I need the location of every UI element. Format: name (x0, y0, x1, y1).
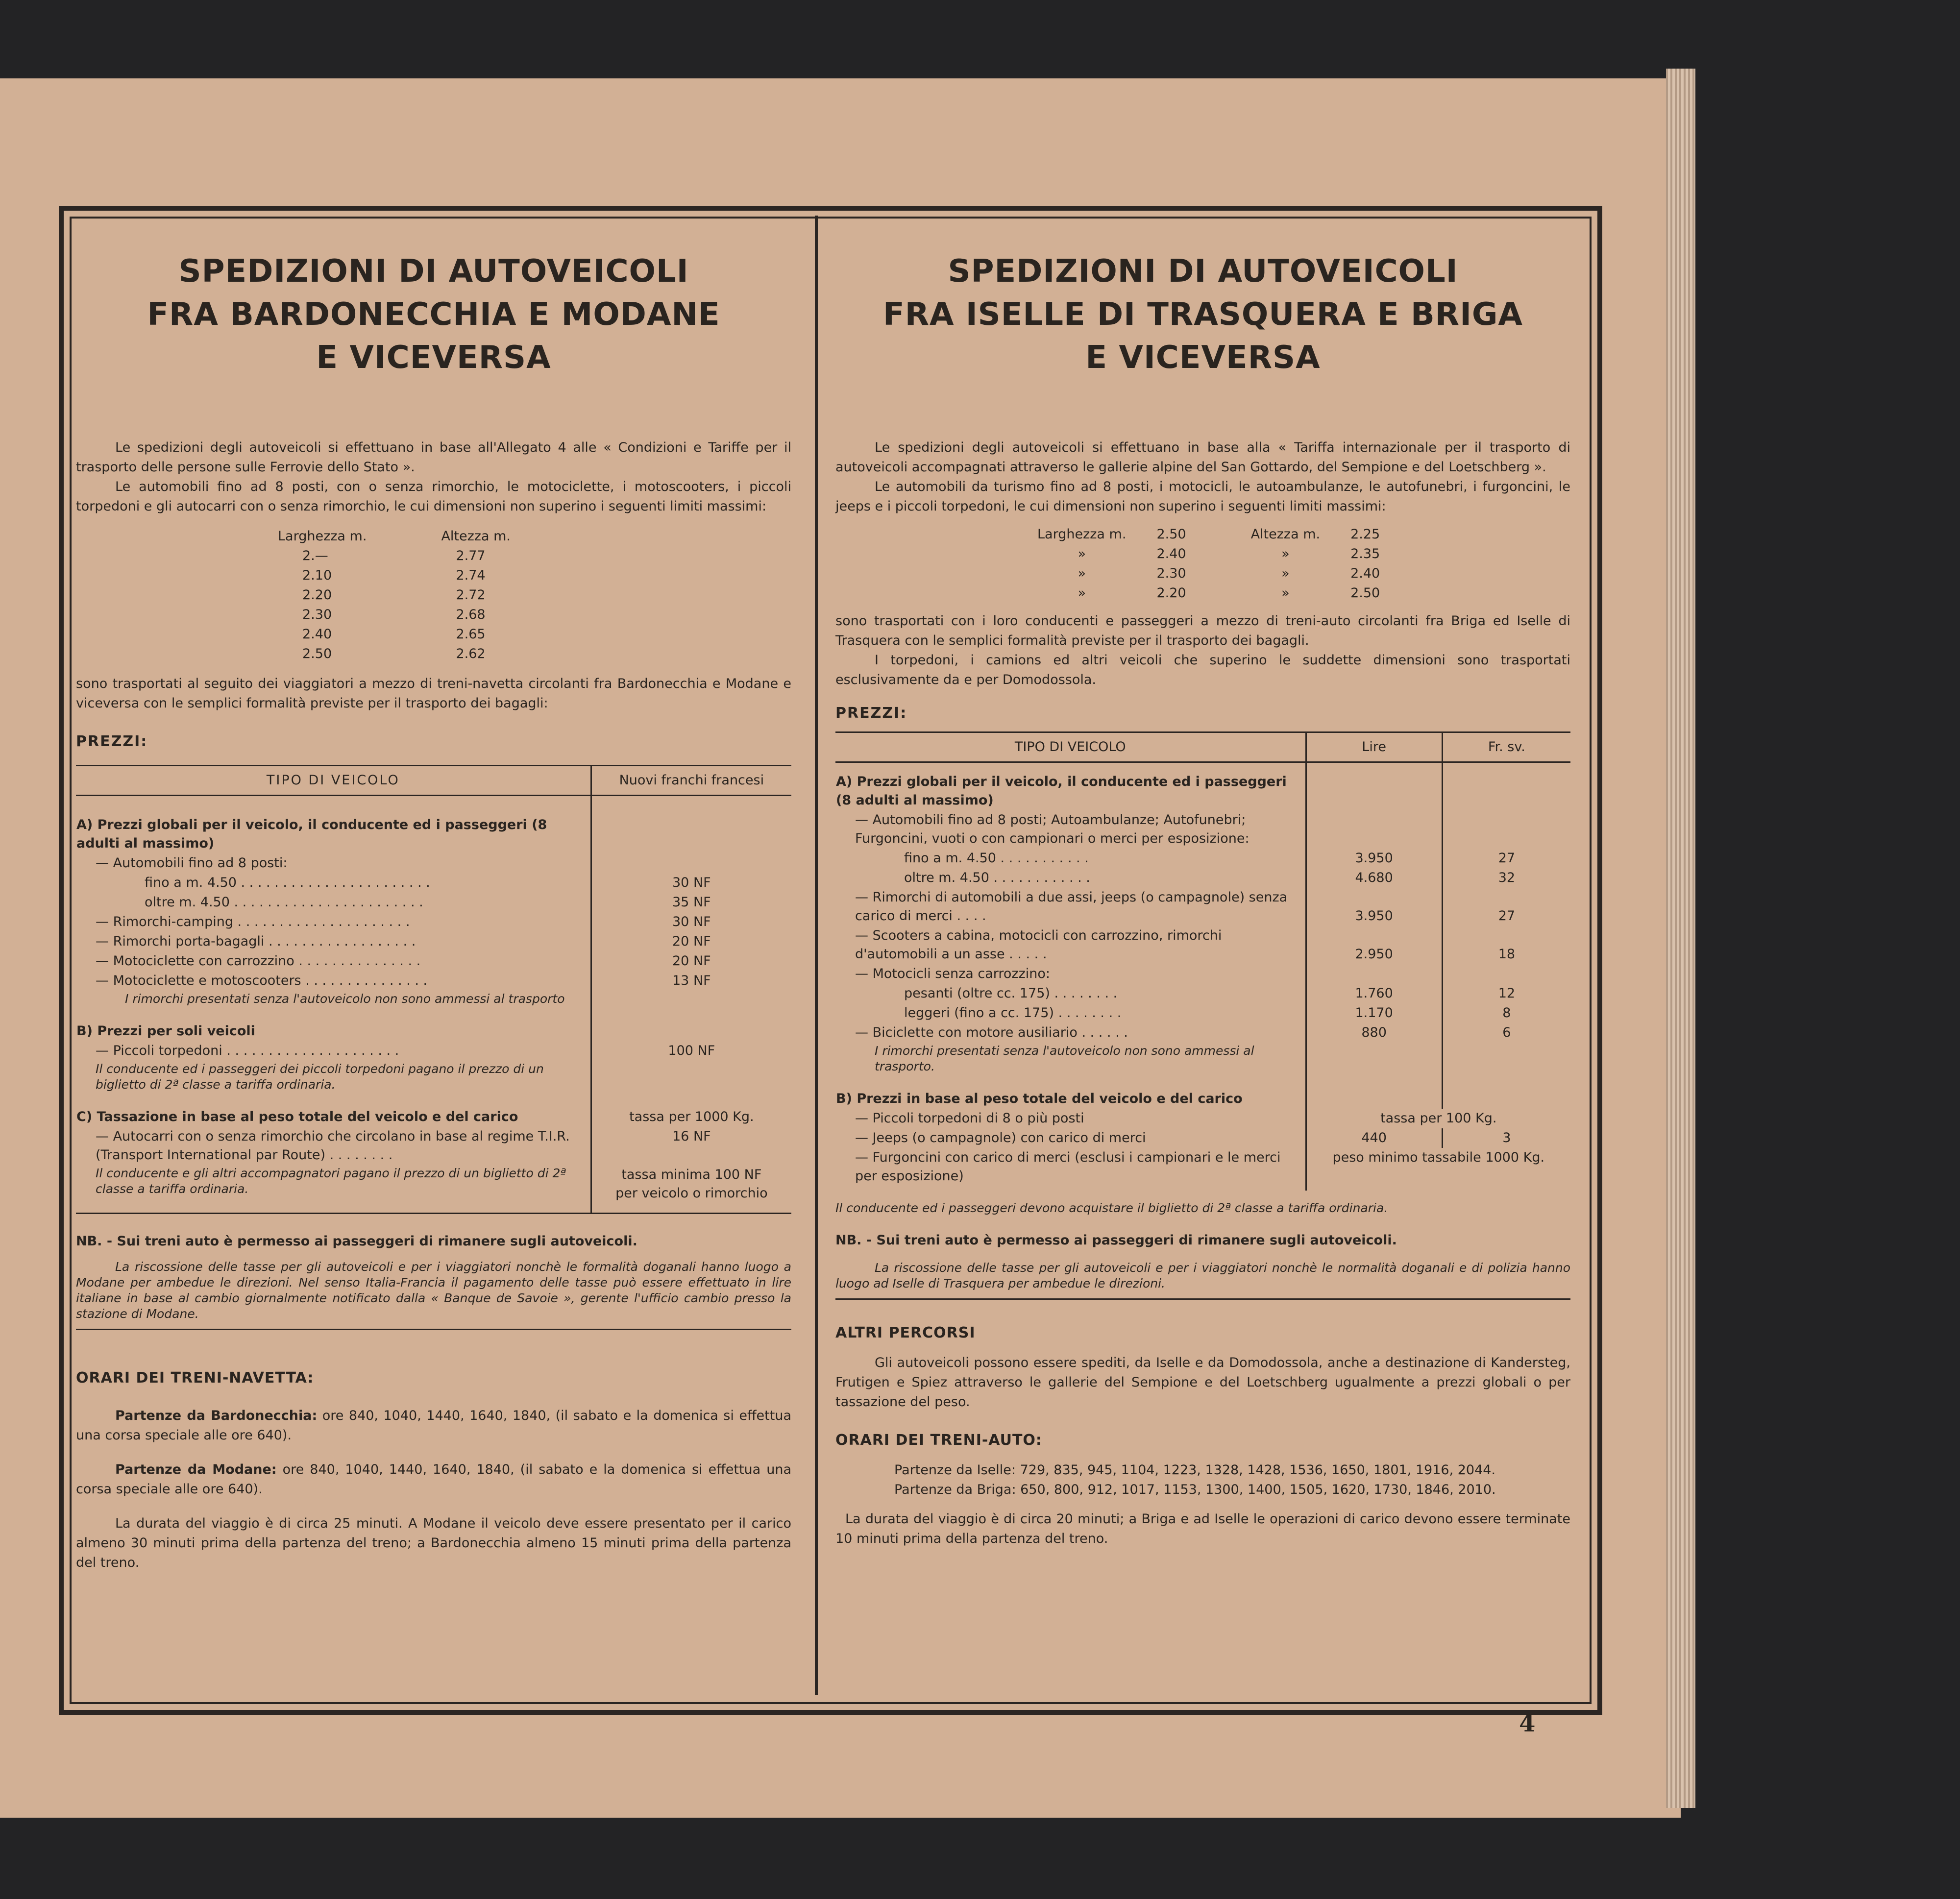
left-note: La riscossione delle tasse per gli autoveicoli e per i viaggiatori nonchè le formalità doganali hanno luogo a Modane per ambedue le direzioni. Nel senso Italia-Francia il pagamento delle tasse può essere effettuato in lire italiane in base al cambio giornalmente notificato dalla « Banque de Savoie », gerente l'ufficio cambio presso la stazione di Modane. (76, 1259, 791, 1330)
left-row-label: fino a m. 4.50 . . . . . . . . . . . . . . . . . . . . . . . (145, 875, 430, 890)
left-row-label: oltre m. 4.50 . . . . . . . . . . . . . . . . . . . . . . . (145, 895, 423, 910)
right-row-lire: 880 (1306, 1023, 1442, 1043)
left-row-label: — Rimorchi-camping . . . . . . . . . . . . . . . . . . . . . (96, 914, 410, 929)
right-p1-label: Partenze da Iselle: (894, 1462, 1016, 1478)
right-row-label: fino a m. 4.50 . . . . . . . . . . . (904, 851, 1089, 866)
right-orari-label: ORARI DEI TRENI-AUTO: (835, 1432, 1042, 1449)
left-c-row: — Autocarri con o senza rimorchio che circolano in base al regime T.I.R. (Transport International par Route) . . . . . . . . (96, 1129, 570, 1163)
page-number: 4 (1519, 1710, 1536, 1737)
right-a-note: I rimorchi presentati senza l'autoveicolo non sono ammessi al trasporto. (875, 1044, 1254, 1073)
right-row-fr: 32 (1442, 868, 1570, 888)
right-th-fr: Fr. sv. (1442, 732, 1570, 762)
left-nb: NB. - Sui treni auto è permesso ai passeggeri di rimanere sugli autoveicoli. (76, 1234, 637, 1249)
right-cond: Il conducente ed i passeggeri devono acquistare il biglietto di 2ª classe a tariffa ordinaria. (835, 1201, 1388, 1215)
rdim-w: 2.30 (1156, 566, 1186, 581)
right-row-label: pesanti (oltre cc. 175) . . . . . . . . (904, 986, 1118, 1001)
right-intro-1: Le spedizioni degli autoveicoli si effettuano in base alla « Tariffa internazionale per il trasporto di autoveicoli accompagnati attraverso le gallerie alpine del San Gottardo, del Sempione e del Loetschberg ». (835, 440, 1570, 475)
left-row-label: — Rimorchi porta-bagagli . . . . . . . . . . . . . . . . . . (96, 934, 416, 949)
left-b-note: Il conducente ed i passeggeri dei piccoli torpedoni pagano il prezzo di un biglietto di 2ª classe a tariffa ordinaria. (96, 1062, 544, 1092)
right-b-fr: 3 (1442, 1128, 1570, 1148)
right-row-label: — Rimorchi di automobili a due assi, jeeps (o campagnole) senza carico di merci . . . . (855, 890, 1288, 924)
dim-w: 2.40 (302, 627, 332, 642)
left-row-price: 35 NF (591, 893, 791, 912)
rdim-h: 2.40 (1350, 566, 1380, 581)
left-b-title: B) Prezzi per soli veicoli (76, 1023, 255, 1039)
right-row-fr: 27 (1442, 888, 1570, 926)
left-c-title: C) Tassazione in base al peso totale del veicolo e del carico (76, 1109, 518, 1124)
left-intro-2: Le automobili fino ad 8 posti, con o senza rimorchio, le motociclette, i motoscooters, i piccoli torpedoni e gli autocarri con o senza rimorchio, le cui dimensioni non superino i seguenti limiti massimi: (76, 479, 791, 514)
left-row-price: 30 NF (591, 873, 791, 893)
right-row-lire: 1.170 (1306, 1003, 1442, 1023)
rdim-w: 2.40 (1156, 546, 1186, 561)
right-title-2: FRA ISELLE DI TRASQUERA E BRIGA (883, 296, 1523, 333)
right-title-3: E VICEVERSA (1085, 340, 1321, 376)
right-p1-times: 729, 835, 945, 1104, 1223, 1328, 1428, 1536, 1650, 1801, 1916, 2044. (1020, 1462, 1496, 1478)
column-divider (815, 216, 818, 1695)
rdim-lbl2: Altezza m. (1250, 527, 1321, 542)
rdim-lbl2: » (1281, 585, 1290, 601)
right-b-row: — Furgoncini con carico di merci (esclusi i campionari e le merci per esposizione) (855, 1150, 1281, 1184)
left-row-price: 30 NF (591, 912, 791, 932)
right-prezzi-label: PREZZI: (835, 705, 907, 722)
left-row-label: — Motociclette e motoscooters . . . . . . . . . . . . . . . (96, 973, 428, 988)
right-note: La riscossione delle tasse per gli autoveicoli e per i viaggiatori nonchè le normalità doganali e di polizia hanno luogo ad Iselle di Trasquera per ambedue le direzioni. (835, 1260, 1570, 1300)
right-row-lire: 1.760 (1306, 984, 1442, 1003)
right-p2-label: Partenze da Briga: (894, 1482, 1016, 1497)
left-row-label: — Motociclette con carrozzino . . . . . . . . . . . . . . . (96, 953, 421, 969)
left-intro-1: Le spedizioni degli autoveicoli si effettuano in base all'Allegato 4 alle « Condizioni e Tariffe per il trasporto delle persone sulle Ferrovie dello Stato ». (76, 440, 791, 475)
dim-h: 2.65 (456, 627, 486, 642)
right-dimensions-table (1022, 524, 1396, 604)
right-row-fr: 18 (1442, 926, 1570, 964)
right-intro-2: Le automobili da turismo fino ad 8 posti, i motocicli, le autoambulanze, le autofunebri, i furgoncini, le jeeps e i piccoli torpedoni, le cui dimensioni non superino i seguenti limiti massimi: (835, 479, 1570, 514)
left-column (76, 250, 791, 1573)
right-altri-text: Gli autoveicoli possono essere spediti, da Iselle e da Domodossola, anche a destinazione di Kandersteg, Frutigen e Spiez attraverso le gallerie del Sempione e del Loetschberg ugualmente a prezzi globali o per tassazione del peso. (835, 1355, 1570, 1410)
rdim-lbl: » (1078, 585, 1086, 601)
right-column (835, 250, 1570, 1549)
left-b-price: 100 NF (591, 1041, 791, 1061)
dim-h: 2.74 (456, 568, 486, 583)
left-price-table (76, 765, 791, 1213)
right-b-lire: 440 (1306, 1128, 1442, 1148)
left-th-franchi: Nuovi franchi francesi (591, 766, 791, 796)
rdim-h: 2.35 (1350, 546, 1380, 561)
left-title-3: E VICEVERSA (316, 340, 551, 376)
right-moto: — Motocicli senza carrozzino: (855, 966, 1050, 981)
left-c-p2: 16 NF (591, 1127, 791, 1165)
rdim-lbl: » (1078, 546, 1086, 561)
right-b-row: — Jeeps (o campagnole) con carico di merci (855, 1130, 1146, 1145)
dim-h: 2.68 (456, 607, 486, 622)
rdim-lbl2: » (1281, 566, 1290, 581)
left-row-price: 20 NF (591, 932, 791, 951)
left-a-title: A) Prezzi globali per il veicolo, il conducente ed i passeggeri (8 adulti al massimo) (76, 817, 547, 851)
left-title-1: SPEDIZIONI DI AUTOVEICOLI (178, 253, 689, 290)
right-row-label: leggeri (fino a cc. 175) . . . . . . . . (904, 1005, 1122, 1021)
right-row-fr: 6 (1442, 1023, 1570, 1043)
left-p1-times: ore 840, 1040, 1440, 1640, 1840, (il sabato e la domenica si effettua una corsa speciale alle ore 640). (76, 1408, 791, 1443)
rdim-lbl2: » (1281, 546, 1290, 561)
left-th-tipo: TIPO DI VEICOLO (76, 766, 591, 796)
dim-w: 2.50 (302, 646, 332, 661)
dim-w: 2.— (302, 548, 328, 563)
right-row-lire: 3.950 (1306, 888, 1442, 926)
right-b-row: — Piccoli torpedoni di 8 o più posti (855, 1111, 1084, 1126)
right-row-fr: 12 (1442, 984, 1570, 1003)
dim-header-width: Larghezza m. (278, 529, 367, 544)
right-b-tassa: tassa per 100 Kg. (1306, 1109, 1570, 1128)
right-nb: NB. - Sui treni auto è permesso ai passeggeri di rimanere sugli autoveicoli. (835, 1233, 1397, 1248)
left-b-row: — Piccoli torpedoni . . . . . . . . . . . . . . . . . . . . . (96, 1043, 399, 1058)
dim-h: 2.77 (456, 548, 486, 563)
left-durata: La durata del viaggio è di circa 25 minuti. A Modane il veicolo deve essere presentato per il carico almeno 30 minuti prima della partenza del treno; a Bardonecchia almeno 15 minuti prima della partenza del treno. (76, 1516, 791, 1570)
left-p1-label: Partenze da Bardonecchia: (115, 1408, 318, 1423)
right-after-2: I torpedoni, i camions ed altri veicoli che superino le suddette dimensioni sono trasportati esclusivamente da e per Domodossola. (835, 653, 1570, 687)
right-row-lire: 2.950 (1306, 926, 1442, 964)
left-c-p1: tassa per 1000 Kg. (591, 1093, 791, 1127)
right-th-lire: Lire (1306, 732, 1442, 762)
left-after-text: sono trasportati al seguito dei viaggiatori a mezzo di treni-navetta circolanti fra Bardonecchia e Modane e viceversa con le semplici formalità previste per il trasporto dei bagagli: (76, 676, 791, 711)
right-th-tipo: TIPO DI VEICOLO (835, 732, 1306, 762)
dim-w: 2.20 (302, 587, 332, 603)
left-p2-times: ore 840, 1040, 1440, 1640, 1840, (il sabato e la domenica si effettua una corsa speciale alle ore 640). (76, 1462, 791, 1497)
right-durata: La durata del viaggio è di circa 20 minuti; a Briga e ad Iselle le operazioni di carico devono essere terminate 10 minuti prima della partenza del treno. (835, 1511, 1570, 1546)
left-c-p3: tassa minima 100 NF (621, 1167, 762, 1182)
right-b-min: peso minimo tassabile 1000 Kg. (1306, 1148, 1570, 1191)
right-a-auto: — Automobili fino ad 8 posti; Autoambulanze; Autofunebri; Furgoncini, vuoti o con campionari o merci per esposizione: (855, 812, 1250, 846)
right-row-fr: 27 (1442, 849, 1570, 868)
dim-h: 2.62 (456, 646, 486, 661)
rdim-lbl: » (1078, 566, 1086, 581)
left-c-note: Il conducente e gli altri accompagnatori pagano il prezzo di un biglietto di 2ª classe a tariffa ordinaria. (96, 1166, 566, 1196)
page-edges (1666, 69, 1695, 1808)
right-row-label: — Biciclette con motore ausiliario . . . . . . (855, 1025, 1128, 1040)
right-after-1: sono trasportati con i loro conducenti e passeggeri a mezzo di treni-auto circolanti fra Briga ed Iselle di Trasquera con le semplici formalità previste per il trasporto dei bagagli. (835, 613, 1570, 648)
rdim-h: 2.25 (1350, 527, 1380, 542)
right-row-label: oltre m. 4.50 . . . . . . . . . . . . (904, 870, 1090, 885)
right-row-lire: 3.950 (1306, 849, 1442, 868)
right-title-1: SPEDIZIONI DI AUTOVEICOLI (948, 253, 1458, 290)
dim-w: 2.30 (302, 607, 332, 622)
left-orari-label: ORARI DEI TRENI-NAVETTA: (76, 1369, 314, 1387)
right-a-title: A) Prezzi globali per il veicolo, il conducente ed i passeggeri (8 adulti al massimo) (836, 774, 1287, 808)
rdim-h: 2.50 (1350, 585, 1380, 601)
left-c-p4: per veicolo o rimorchio (615, 1186, 768, 1201)
rdim-w: 2.50 (1156, 527, 1186, 542)
right-p2-times: 650, 800, 912, 1017, 1153, 1300, 1400, 1505, 1620, 1730, 1846, 2010. (1020, 1482, 1496, 1497)
left-row-price: 20 NF (591, 951, 791, 971)
left-a-auto: — Automobili fino ad 8 posti: (96, 855, 288, 871)
dim-header-height: Altezza m. (441, 529, 511, 544)
right-row-label: — Scooters a cabina, motocicli con carrozzino, rimorchi d'automobili a un asse . . . . . (855, 928, 1222, 962)
left-dimensions-table (262, 526, 526, 664)
left-p2-label: Partenze da Modane: (115, 1462, 277, 1477)
rdim-w: 2.20 (1156, 585, 1186, 601)
dim-w: 2.10 (302, 568, 332, 583)
rdim-lbl: Larghezza m. (1037, 527, 1127, 542)
left-prezzi-label: PREZZI: (76, 733, 148, 750)
right-altri-label: ALTRI PERCORSI (835, 1324, 976, 1341)
dim-h: 2.72 (456, 587, 486, 603)
left-row-price: 13 NF (591, 971, 791, 991)
left-title-2: FRA BARDONECCHIA E MODANE (147, 296, 720, 333)
right-row-lire: 4.680 (1306, 868, 1442, 888)
right-row-fr: 8 (1442, 1003, 1570, 1023)
right-b-title: B) Prezzi in base al peso totale del veicolo e del carico (836, 1091, 1243, 1106)
right-price-table (835, 731, 1570, 1191)
left-a-note: I rimorchi presentati senza l'autoveicolo non sono ammessi al trasporto (125, 992, 565, 1006)
